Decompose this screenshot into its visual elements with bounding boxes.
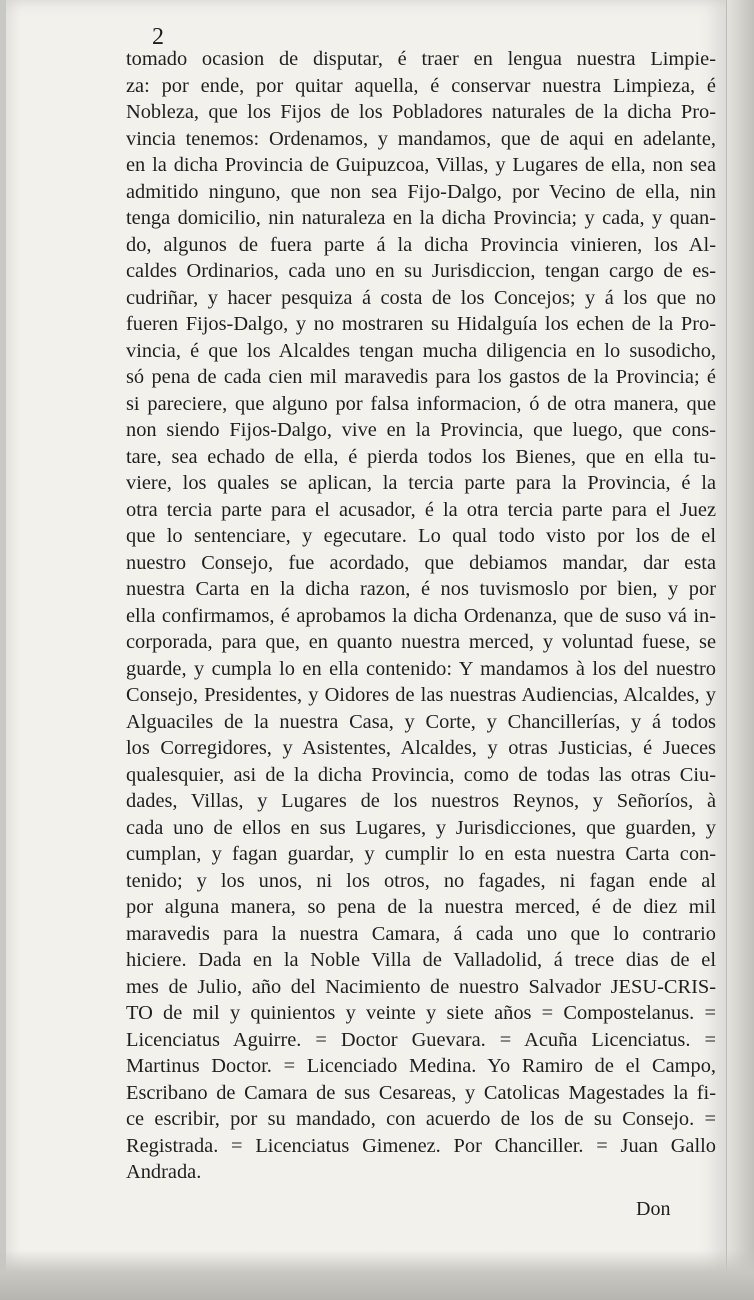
text-line: tomado ocasion de disputar, é traer en lengua nuestra Limpie-: [126, 48, 716, 70]
text-line: Registrada. = Licenciatus Gimenez. Por Chanciller. = Juan Gallo: [126, 1134, 716, 1157]
text-line: si pareciere, que alguno por falsa informacion, ó de otra manera, que: [126, 392, 716, 415]
text-line: por alguna manera, so pena de la nuestra merced, é de diez mil: [126, 896, 716, 918]
text-line: qualesquier, asi de la dicha Provincia, como de todas las otras Ciu-: [126, 763, 716, 786]
text-line: guarde, y cumpla lo en ella contenido: Y mandamos à los del nuestro: [126, 657, 716, 680]
text-line: vincia tenemos: Ordenamos, y mandamos, que de aqui en adelante,: [126, 127, 716, 150]
page-bottom-shadow: [0, 1250, 754, 1300]
text-line: do, algunos de fuera parte á la dicha Provincia vinieren, los Al-: [126, 233, 716, 256]
text-line: cada uno de ellos en sus Lugares, y Jurisdicciones, que guarden, y: [126, 816, 716, 839]
text-line: cumplan, y fagan guardar, y cumplir lo en esta nuestra Carta con-: [126, 843, 716, 865]
body-text: [126, 46, 716, 1186]
text-line: Escribano de Camara de sus Cesareas, y Catolicas Magestades la fi-: [126, 1081, 716, 1104]
text-line: TO de mil y quinientos y veinte y siete años = Compostelanus. =: [126, 1002, 716, 1024]
text-line: nuestra Carta en la dicha razon, é nos tuvismoslo por bien, y por: [126, 578, 716, 600]
text-line: otra tercia parte para el acusador, é la otra tercia parte para el Juez: [126, 498, 716, 521]
document-page: [6, 0, 727, 1288]
text-line: só pena de cada cien mil maravedis para los gastos de la Provincia; é: [126, 366, 716, 388]
text-line: maravedis para la nuestra Camara, á cada uno que lo contrario: [126, 922, 716, 945]
text-line: Martinus Doctor. = Licenciado Medina. Yo Ramiro de el Campo,: [126, 1055, 716, 1077]
text-line: Consejo, Presidentes, y Oidores de las nuestras Audiencias, Alcaldes, y: [126, 684, 716, 706]
next-page-edge: [726, 0, 754, 1300]
text-line: Andrada.: [126, 1161, 202, 1183]
text-line: hiciere. Dada en la Noble Villa de Valladolid, á trece dias de el: [126, 949, 716, 971]
text-line: ella confirmamos, é aprobamos la dicha Ordenanza, que de suso vá in-: [126, 604, 716, 627]
text-line: nuestro Consejo, fue acordado, que debiamos mandar, dar esta: [126, 551, 716, 574]
text-line: viere, los quales se aplican, la tercia parte para la Provincia, é la: [126, 472, 716, 494]
text-line: fueren Fijos-Dalgo, y no mostraren su Hidalguía los echen de la Pro-: [126, 313, 716, 335]
text-line: admitido ninguno, que non sea Fijo-Dalgo, por Vecino de ella, nin: [126, 180, 716, 203]
text-line: tenga domicilio, nin naturaleza en la dicha Provincia; y cada, y quan-: [126, 207, 716, 229]
text-line: tare, sea echado de ella, é pierda todos los Bienes, que en ella tu-: [126, 445, 716, 468]
text-line: mes de Julio, año del Nacimiento de nuestro Salvador JESU-CRIS-: [126, 975, 716, 998]
text-line: Licenciatus Aguirre. = Doctor Guevara. = Acuña Licenciatus. =: [126, 1028, 716, 1051]
text-line: en la dicha Provincia de Guipuzcoa, Villas, y Lugares de ella, non sea: [126, 154, 716, 176]
catchword: Don: [636, 1198, 671, 1220]
text-line: los Corregidores, y Asistentes, Alcaldes, y otras Justicias, é Jueces: [126, 737, 716, 759]
text-line: non siendo Fijos-Dalgo, vive en la Provincia, que luego, que cons-: [126, 419, 716, 441]
text-line: dades, Villas, y Lugares de los nuestros Reynos, y Señoríos, à: [126, 790, 716, 812]
text-line: corporada, para que, en quanto nuestra merced, y voluntad fuese, se: [126, 631, 716, 653]
text-line: Alguaciles de la nuestra Casa, y Corte, y Chancillerías, y á todos: [126, 710, 716, 733]
page-number: 2: [152, 24, 164, 50]
text-line: que lo sentenciare, y egecutare. Lo qual todo visto por los de el: [126, 525, 716, 547]
text-line: tenido; y los unos, ni los otros, no fagades, ni fagan ende al: [126, 869, 716, 892]
text-line: Nobleza, que los Fijos de los Pobladores naturales de la dicha Pro-: [126, 101, 716, 123]
text-line: za: por ende, por quitar aquella, é conservar nuestra Limpieza, é: [126, 74, 716, 97]
text-line: vincia, é que los Alcaldes tengan mucha diligencia en lo susodicho,: [126, 339, 716, 362]
text-line: ce escribir, por su mandado, con acuerdo de los de su Consejo. =: [126, 1108, 716, 1130]
text-line: cudriñar, y hacer pesquiza á costa de los Concejos; y á los que no: [126, 286, 716, 309]
text-line: caldes Ordinarios, cada uno en su Jurisdiccion, tengan cargo de es-: [126, 260, 716, 282]
